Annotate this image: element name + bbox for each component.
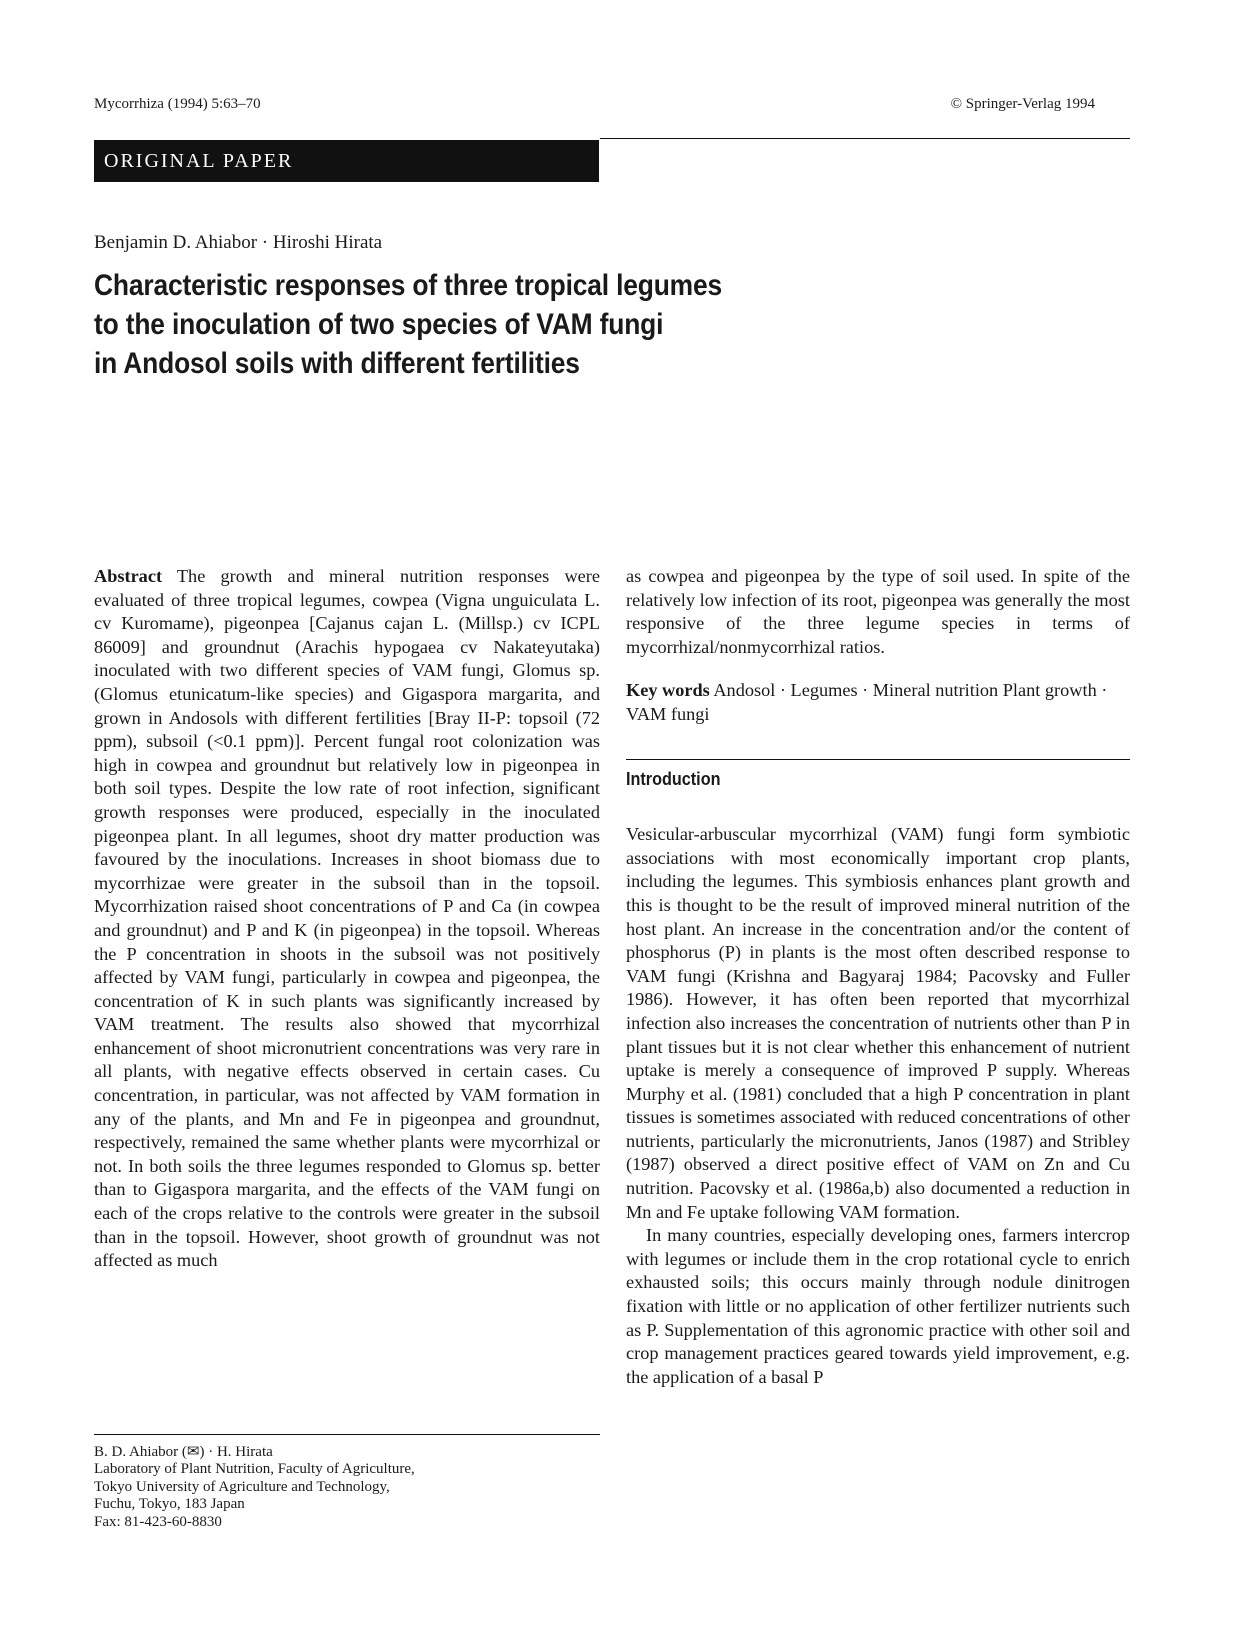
introduction-paragraph: In many countries, especially developing ones, farmers intercrop with legumes or include them in the crop rotational cycle to enrich exhausted soils; this occurs mainly through nodule dinitrogen fixation with little or no application of other fertilizer nutrients such as P. Supplementation of this agronomic practice with other soil and crop management practices geared towards yield improvement, e.g. the application of a basal P — [626, 1225, 1130, 1387]
article-type-banner: ORIGINAL PAPER — [94, 140, 599, 182]
introduction-paragraph: Vesicular-arbuscular mycorrhizal (VAM) fungi form symbiotic associations with most economically important crop plants, including the legumes. This symbiosis enhances plant growth and this is thought to be the result of improved mineral nutrition of the host plant. An increase in the concentration and/or the content of phosphorus (P) in plants is the most often described response to VAM fungi (Krishna and Bagyaraj 1984; Pacovsky and Fuller 1986). However, it has often been reported that mycorrhizal infection also increases the concentration of nutrients other than P in plant tissues but it is not clear whether this enhancement of nutrient uptake is merely a consequence of improved P supply. Whereas Murphy et al. (1981) concluded that a high P concentration in plant tissues is sometimes associated with reduced concentrations of other nutrients, particularly the micronutrients, Janos (1987) and Stribley (1987) observed a direct positive effect of VAM on Zn and Cu nutrition. Pacovsky et al. (1986a,b) also documented a reduction in Mn and Fe uptake following VAM formation. — [626, 824, 1130, 1222]
article-title — [94, 266, 798, 383]
abstract-continuation: as cowpea and pigeonpea by the type of soil used. In spite of the relatively low infection of its root, pigeonpea was generally the most responsive of the three legume species in terms of mycorrhizal/nonmycorrhizal ratios. — [626, 566, 1130, 657]
affiliation-line: B. D. Ahiabor (✉) · H. Hirata — [94, 1444, 273, 1460]
abstract-label: Abstract — [94, 566, 163, 586]
left-column — [94, 565, 600, 1273]
footnote-rule — [94, 1434, 600, 1435]
title-line: Characteristic responses of three tropical legumes — [94, 269, 722, 302]
header-rule — [600, 138, 1130, 139]
copyright-notice: © Springer-Verlag 1994 — [950, 96, 1095, 112]
author-list: Benjamin D. Ahiabor · Hiroshi Hirata — [94, 232, 383, 253]
affiliation-line: Tokyo University of Agriculture and Technology, — [94, 1478, 390, 1495]
affiliation-line: Fuchu, Tokyo, 183 Japan — [94, 1496, 245, 1513]
affiliation-line: Laboratory of Plant Nutrition, Faculty of Agriculture, — [94, 1461, 415, 1478]
title-line: in Andosol soils with different fertilities — [94, 347, 580, 380]
abstract-paragraph — [94, 565, 600, 1273]
keywords-text: Andosol · Legumes · Mineral nutrition Plant growth · VAM fungi — [626, 680, 1108, 724]
author-affiliation — [94, 1444, 600, 1531]
title-line: to the inoculation of two species of VAM fungi — [94, 308, 664, 341]
section-rule — [626, 759, 1130, 760]
keywords-paragraph — [626, 679, 1130, 726]
introduction-heading: Introduction — [626, 768, 721, 789]
right-column — [626, 565, 1130, 1389]
journal-reference: Mycorrhiza (1994) 5:63–70 — [94, 96, 261, 112]
abstract-text: The growth and mineral nutrition responses were evaluated of three tropical legumes, cowpea (Vigna unguiculata L. cv Kuromame), pigeonpea [Cajanus cajan L. (Millsp.) cv ICPL 86009] and groundnut (Arachis hypogaea cv Nakateyutaka) inoculated with two different species of VAM fungi, Glomus sp. (Glomus etunicatum-like species) and Gigaspora margarita, and grown in Andosols with different fertilities [Bray II-P: topsoil (72 ppm), subsoil (<0.1 ppm)]. Percent fungal root colonization was high in cowpea and groundnut but relatively low in pigeonpea in both soil types. Despite the low rate of root infection, significant growth responses were produced, especially in the inoculated pigeonpea plant. In all legumes, shoot dry matter production was favoured by the inoculations. Increases in shoot biomass due to mycorrhizae were greater in the subsoil than in the topsoil. Mycorrhization raised shoot concentrations of P and Ca (in cowpea and groundnut) and P and K (in pigeonpea) in the topsoil. Whereas the P concentration in shoots in the subsoil was not positively affected by VAM fungi, particularly in cowpea and pigeonpea, the concentration of K in such plants was significantly increased by VAM treatment. The results also showed that mycorrhizal enhancement of shoot micronutrient concentrations was very rare in all plants, with negative effects observed in certain cases. Cu concentration, in particular, was not affected by VAM formation in any of the plants, and Mn and Fe in pigeonpea and groundnut, respectively, remained the same whether plants were mycorrhizal or not. In both soils the three legumes responded to Glomus sp. better than to Gigaspora margarita, and the effects of the VAM fungi on each of the crops relative to the controls were greater in the subsoil than in the topsoil. However, shoot growth of groundnut was not affected as much — [94, 566, 600, 1271]
keywords-label: Key words — [626, 680, 710, 701]
affiliation-line: Fax: 81-423-60-8830 — [94, 1513, 222, 1530]
